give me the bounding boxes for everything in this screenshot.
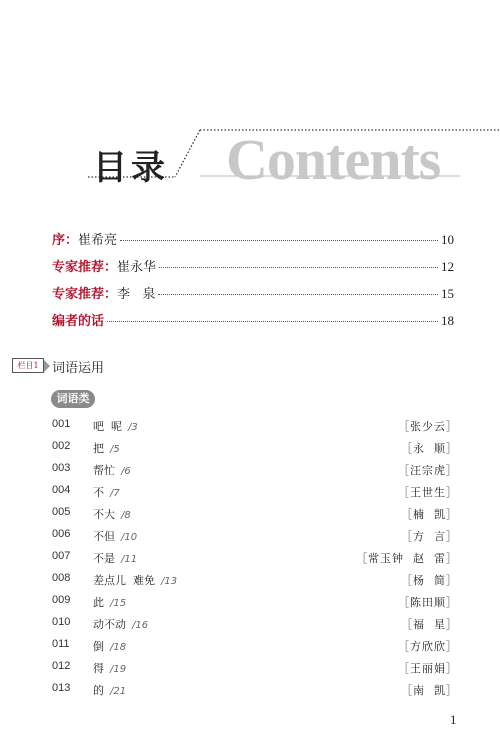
leader-dots (107, 321, 438, 322)
entry-word: 动不动 (93, 618, 126, 631)
entry-page: /18 (110, 642, 127, 653)
entry-page: /13 (161, 576, 178, 587)
toc-entry[interactable] (0, 660, 500, 680)
preface-label: 专家推荐： (52, 287, 118, 302)
entry-word: 此 (93, 596, 104, 609)
entry-author: ［方 言］ (401, 530, 458, 543)
toc-entry[interactable] (0, 484, 500, 504)
entry-number: 009 (52, 594, 71, 606)
entry-page: /11 (121, 554, 138, 565)
entry-page: /16 (132, 620, 149, 631)
entry-page: /21 (110, 686, 127, 697)
leader-dots (159, 267, 438, 268)
preface-item[interactable] (52, 229, 454, 248)
entry-number: 002 (52, 440, 71, 452)
entry-author: ［王世生］ (398, 486, 458, 499)
page-title: 目录 (93, 148, 169, 188)
entry-author: ［陈田顺］ (398, 596, 458, 609)
preface-page: 10 (441, 232, 454, 247)
preface-page: 15 (441, 286, 454, 301)
entry-number: 004 (52, 484, 71, 496)
leader-dots (158, 294, 438, 295)
entry-word: 差点儿 难免 (93, 574, 155, 587)
entry-page: /19 (110, 664, 127, 675)
entry-word: 倒 (93, 640, 104, 653)
entry-number: 010 (52, 616, 71, 628)
entry-author: ［王丽娟］ (398, 662, 458, 675)
entry-page: /10 (121, 532, 138, 543)
toc-entry[interactable] (0, 528, 500, 548)
preface-label: 序： (52, 233, 79, 248)
entry-number: 013 (52, 682, 71, 694)
entry-page: /7 (110, 488, 120, 499)
leader-dots (120, 240, 438, 241)
entry-author: ［南 凯］ (401, 684, 458, 697)
toc-entry[interactable] (0, 418, 500, 438)
preface-page: 12 (441, 259, 454, 274)
entry-word: 把 (93, 442, 104, 455)
category-badge: 词语类 (51, 390, 95, 408)
toc-entry[interactable] (0, 550, 500, 570)
entry-number: 005 (52, 506, 71, 518)
title-english: Contents (226, 127, 441, 192)
entry-word: 不是 (93, 552, 115, 565)
entry-word: 吧 呢 (93, 420, 122, 433)
entry-number: 003 (52, 462, 71, 474)
preface-item[interactable] (52, 256, 454, 275)
entry-author: ［福 星］ (401, 618, 458, 631)
entry-number: 006 (52, 528, 71, 540)
toc-entry[interactable] (0, 572, 500, 592)
entry-page: /8 (121, 510, 131, 521)
entry-number: 012 (52, 660, 71, 672)
entry-author: ［汪宗虎］ (398, 464, 458, 477)
toc-entry[interactable] (0, 594, 500, 614)
entry-author: ［永 顺］ (401, 442, 458, 455)
entry-number: 001 (52, 418, 71, 430)
entry-author: ［张少云］ (398, 420, 458, 433)
entry-word: 得 (93, 662, 104, 675)
toc-entry[interactable] (0, 506, 500, 526)
entry-word: 帮忙 (93, 464, 115, 477)
toc-entry[interactable] (0, 638, 500, 658)
preface-item[interactable] (52, 283, 454, 302)
entry-word: 的 (93, 684, 104, 697)
toc-entry[interactable] (0, 682, 500, 702)
preface-name: 李 泉 (117, 287, 156, 302)
entry-page: /5 (110, 444, 120, 455)
entry-number: 007 (52, 550, 71, 562)
entry-number: 008 (52, 572, 71, 584)
preface-label: 专家推荐： (52, 260, 118, 275)
entry-page: /6 (121, 466, 131, 477)
entry-number: 011 (52, 638, 70, 650)
preface-item[interactable] (52, 310, 454, 329)
page-number: 1 (450, 712, 457, 727)
entry-word: 不 (93, 486, 104, 499)
preface-name: 崔永华 (117, 260, 157, 275)
entry-word: 不但 (93, 530, 115, 543)
section-title: 词语运用 (52, 361, 105, 376)
toc-entry[interactable] (0, 462, 500, 482)
preface-label: 编者的话 (52, 314, 105, 329)
entry-author: ［方欣欣］ (398, 640, 458, 653)
entry-word: 不大 (93, 508, 115, 521)
toc-entry[interactable] (0, 440, 500, 460)
toc-entry[interactable] (0, 616, 500, 636)
preface-name: 崔希亮 (78, 233, 118, 248)
entry-page: /3 (128, 422, 138, 433)
entry-author: ［杨 简］ (401, 574, 458, 587)
section-tag: 栏目1 (12, 358, 44, 373)
entry-author: ［楠 凯］ (401, 508, 458, 521)
preface-page: 18 (441, 313, 454, 328)
entry-page: /15 (110, 598, 127, 609)
entry-author: ［常玉钟 赵 雷］ (356, 552, 458, 565)
